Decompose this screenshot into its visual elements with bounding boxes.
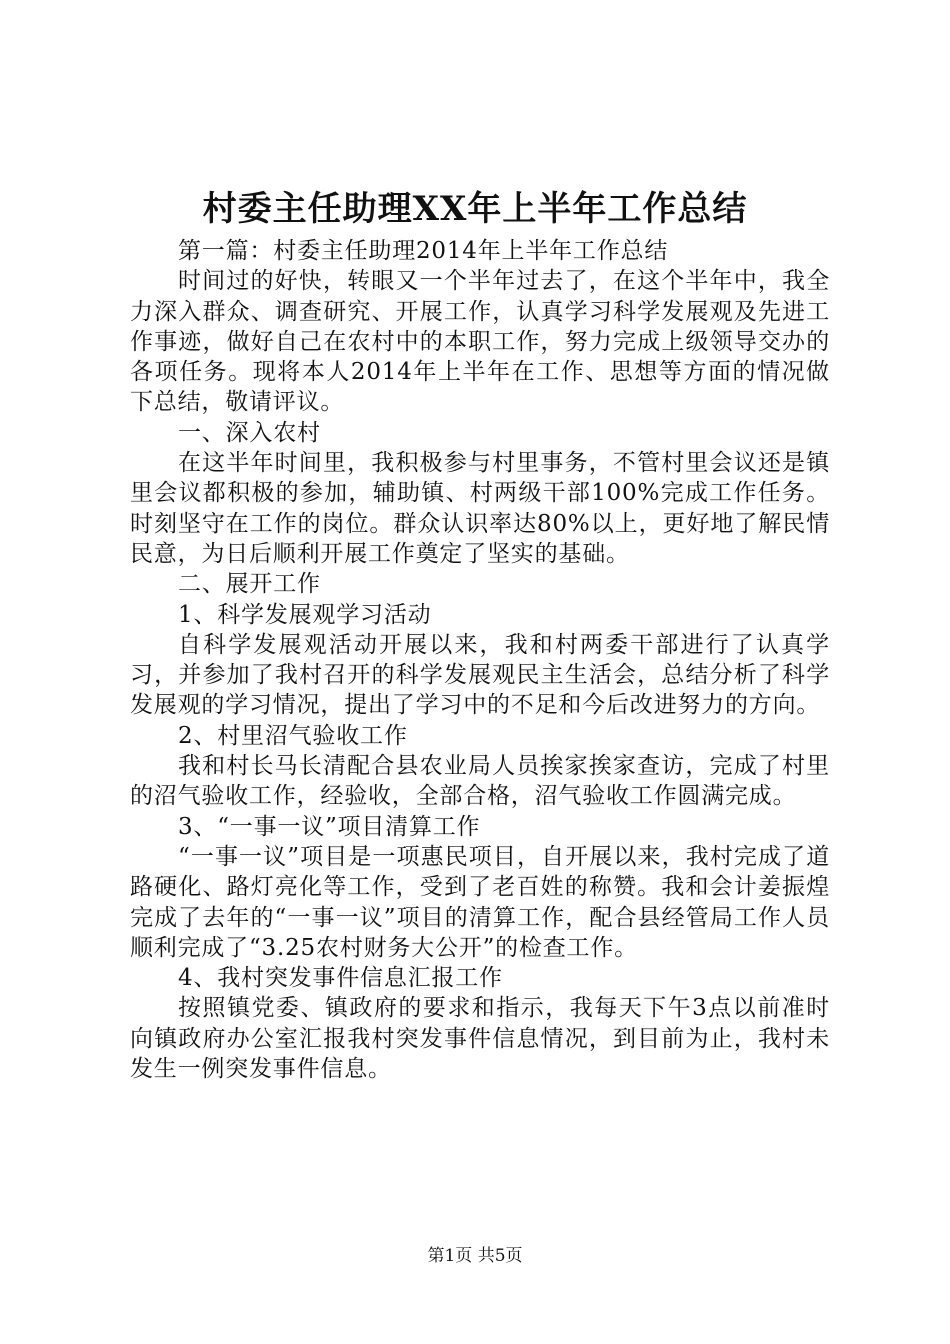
intro-paragraph: 时间过的好快，转眼又一个半年过去了，在这个半年中，我全力深入群众、调查研究、开展工作，认真学习科学发展观及先进工作事迹，做好自己在农村中的本职工作，努力完成上级领导交办的各项任务。现将本人2014年上半年在工作、思想等方面的情况做下总结，敬请评议。	[130, 268, 830, 416]
subsection-2-paragraph: 我和村长马长清配合县农业局人员挨家挨家查访，完成了村里的沼气验收工作，经验收，全部合格，沼气验收工作圆满完成。	[130, 753, 830, 810]
subsection-4-paragraph: 按照镇党委、镇政府的要求和指示，我每天下午3点以前准时向镇政府办公室汇报我村突发事件信息情况，到目前为止，我村未发生一例突发事件信息。	[130, 995, 830, 1083]
subsection-heading-2: 2、村里沼气验收工作	[178, 722, 408, 749]
subsection-heading-3: 3、“一事一议”项目清算工作	[178, 813, 481, 840]
subsection-3-paragraph: “一事一议”项目是一项惠民项目，自开展以来，我村完成了道路硬化、路灯亮化等工作，受到了老百姓的称赞。我和会计姜振煌完成了去年的“一事一议”项目的清算工作，配合县经管局工作人员顺利完成了“3.25农村财务大公开”的检查工作。	[130, 843, 830, 961]
document-title: 村委主任助理XX年上半年工作总结	[202, 189, 748, 229]
document-body	[130, 236, 830, 1084]
section-heading-1: 一、深入农村	[178, 419, 321, 446]
page-number-footer: 第1页 共5页	[427, 1246, 523, 1266]
subsection-heading-1: 1、科学发展观学习活动	[178, 601, 432, 628]
section-heading-2: 二、展开工作	[178, 571, 321, 598]
section-1-paragraph: 在这半年时间里，我积极参与村里事务，不管村里会议还是镇里会议都积极的参加，辅助镇、村两级干部100%完成工作任务。时刻坚守在工作的岗位。群众认识率达80%以上，更好地了解民情民意，为日后顺利开展工作奠定了坚实的基础。	[130, 450, 830, 567]
subsection-1-paragraph: 自科学发展观活动开展以来，我和村两委干部进行了认真学习，并参加了我村召开的科学发展观民主生活会，总结分析了科学发展观的学习情况，提出了学习中的不足和今后改进努力的方向。	[130, 631, 830, 719]
subsection-heading-4: 4、我村突发事件信息汇报工作	[178, 965, 503, 992]
chapter-heading: 第一篇：村委主任助理2014年上半年工作总结	[178, 238, 669, 264]
